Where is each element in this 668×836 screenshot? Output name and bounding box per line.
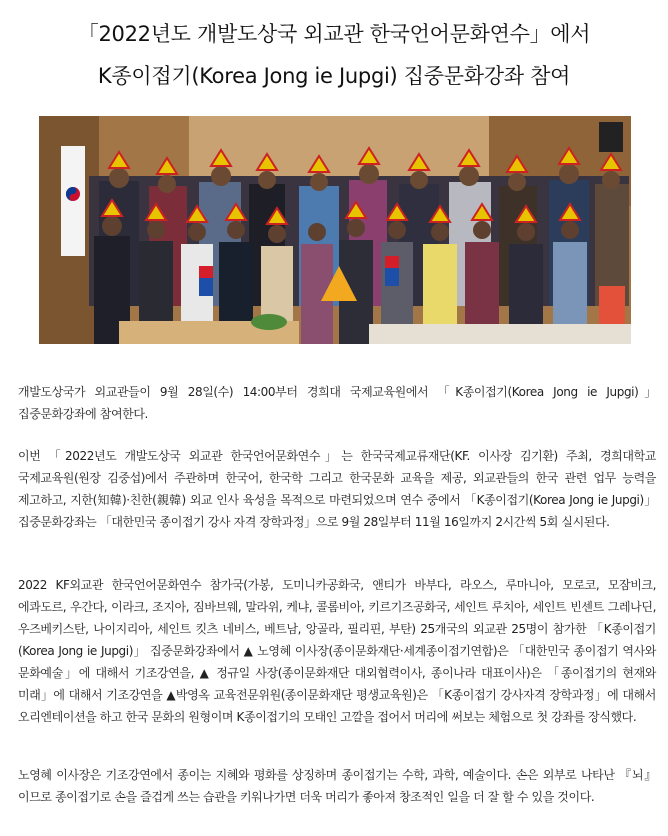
article-title-line-2: K종이접기(Korea Jong ie Jupgi) 집중문화강좌 참여 [97,64,571,88]
group-photo-icon [39,116,631,344]
paragraph-4: 노영혜 이사장은 기조강연에서 종이는 지혜와 평화를 상징하며 종이접기는 수학, 과학, 예술이다. 손은 외부로 나타난 『뇌』이므로 종이접기로 손을 즐겁게 쓰는 습관을 키워나가면 더욱 머리가 좋아져 창조적인 일을 더 잘 할 수 있을 것이다. [18,768,656,804]
paragraph-2: 이번 「2022년도 개발도상국 외교관 한국언어문화연수」는 한국국제교류재단(KF. 이사장 김기환) 주최, 경희대학교 국제교육원(원장 김중섭)에서 주관하며 한국어, 한국학 그리고 한국문화 교육을 제공, 외교관들의 한국 관련 업무 능력을 제고하고, 지한(知韓)·친한(親韓) 외교 인사 육성을 목적으로 마련되었으며 연수 중에서 「K종이접기(Korea Jong ie Jupgi)」 집중문화강좌는 「대한민국 종이접기 강사 자격 장학과정」으로 9월 28일부터 11월 16일까지 2시간씩 5회 실시된다. [18,449,656,529]
paragraph-3: 2022 KF외교관 한국언어문화연수 참가국(가봉, 도미니카공화국, 앤티가 바부다, 라오스, 루마니아, 모로코, 모잠비크, 에콰도르, 우간다, 이라크, 조지아, 짐바브웨, 말라위, 케냐, 콜롬비아, 키르기즈공화국, 세인트 루치아, 세인트 빈센트 그레나딘, 우즈베키스탄, 나이지리아, 세인트 킷츠 네비스, 베트남, 앙골라, 필리핀, 부탄) 25개국의 외교관 25명이 참가한 「K종이접기(Korea Jong ie Jupgi)」 집중문화강좌에서 ▲ 노영혜 이사장(종이문화재단·세계종이접기연합)은 「대한민국 종이접기 역사와 문화예술」에 대해서 기조강연을, ▲ 정규일 사장(종이문화재단 대외협력이사, 종이나라 대표이사)은 「종이접기의 현재와 미래」에 대해서 기조강연을 ▲박영옥 교육전문위원(종이문화재단 평생교육원)은 「K종이접기 강사자격 장학과정」에 대해서 오리엔테이션을 하고 한국 문화의 원형이며 K종이접기의 모태인 고깔을 접어서 머리에 써보는 체험으로 첫 강좌를 장식했다. [18,578,656,724]
article-title-line-1: 「2022년도 개발도상국 외교관 한국언어문화연수」에서 [77,22,591,46]
group-photo [39,116,631,344]
paragraph-1: 개발도상국가 외교관들이 9월 28일(수) 14:00부터 경희대 국제교육원에서 「K종이접기(Korea Jong ie Jupgi)」 집중문화강좌에 참여한다. [18,385,656,421]
